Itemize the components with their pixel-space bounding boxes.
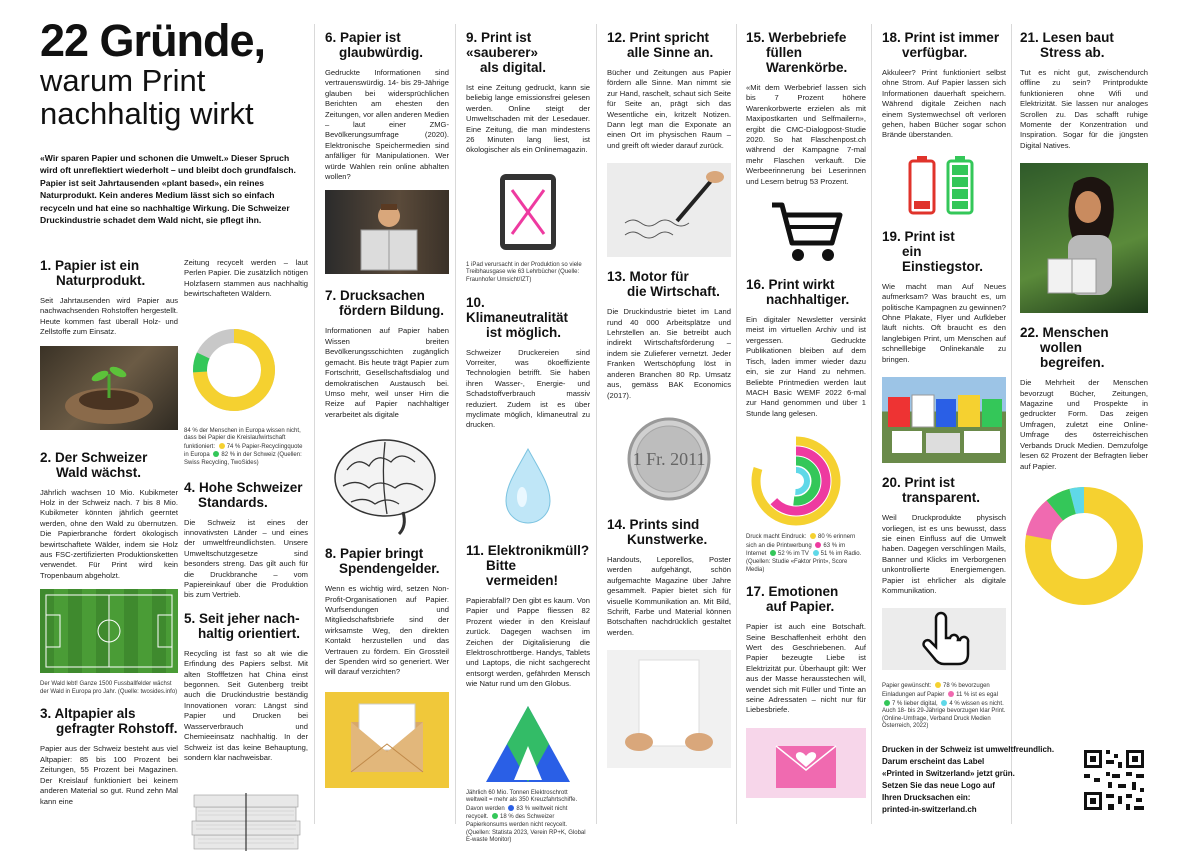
- blank-paper-photo: [607, 650, 731, 768]
- reason-2-text: Jährlich wachsen 10 Mio. Kubikmeter Holz in der Schweiz nach. 7 bis 8 Mio. Kubikmeter könnten jährlich geerntet werden, ohne den Wald zu übernutzen. Die Papierbranche fördert ökologisch bewirtschaftete Wälder, indem sie Holz aus FSC-zertifizierten Produktionsketten verwendet. Für Print wird kein Tropenbaum abgeholzt.: [40, 487, 178, 580]
- print-impact-rings-chart: [746, 431, 866, 529]
- reason-19-text: Wie macht man Auf Neues aufmerksam? Was braucht es, um politische Kampagnen zu gewinnen? Ohne Plakate, Flyer und Aufkleber läuft nichts. Oft braucht es den langlebigen Print, um Menschen auf schnelllebige Onlinekanäle zu bringen.: [882, 281, 1006, 364]
- recycling-donut-chart: [184, 318, 308, 418]
- brain-icon: [325, 430, 449, 536]
- reason-11-title: 11. Elektronikmüll? Bitte vermeiden!: [466, 542, 590, 588]
- reason-9-title: 9. Print ist «sauberer» als digital.: [466, 30, 547, 75]
- qr-code[interactable]: [1082, 748, 1146, 812]
- footer-line-5: Ihren Drucksachen ein:: [882, 793, 971, 802]
- hero-intro: «Wir sparen Papier und schonen die Umwelt.» Dieser Spruch wird oft unreflektiert wiederholt – und bleibt doch grundfalsch. Papier ist seit Jahrtausenden «plant based», ein reines Naturprodukt. Kein anderes Medium lässt sich so einfach recyceln und hat eine so nachhaltige Wirkung. Die Schweizer Druckindustrie schadet dem Wald nicht, sie pflegt ihn.: [40, 153, 296, 226]
- reason-10-title: 10. Klimaneutralität ist möglich.: [466, 294, 569, 340]
- batteries-illustration: [882, 153, 1006, 217]
- ipad-caption: 1 iPad verursacht in der Produktion so viele Treibhausgase wie 63 Lehrbücher (Quelle: Fraunhofer Umsicht/IZT): [466, 261, 582, 284]
- tablet-crossed-icon: [466, 168, 590, 256]
- reason-3-text: Papier aus der Schweiz besteht aus viel Altpapier: 85 bis 100 Prozent bei Zeitungen, 55 Prozent bei Magazinen. Der Kreislauf funktioniert bei keinem anderen Material so gut. Rund zehn Mal kann eine: [40, 744, 178, 806]
- column-a: [40, 258, 178, 828]
- ewaste-caption: Jährlich 60 Mio. Tonnen Elektroschrott weltweit = mehr als 350 Kreuzfahrtschiffe. Davon werden 83 % weltweit nicht recycelt. 18 % des Schweizer Papierkonsums werden nicht recycelt. (Quellen: Statista 2023, Verein RP+K, Global E-waste Monitor): [466, 789, 586, 844]
- seedling-icon: [40, 346, 178, 430]
- footer-url-link[interactable]: printed-in-switzerland.ch: [882, 805, 977, 814]
- footer-line-2: Darum erscheint das Label: [882, 757, 985, 766]
- reason-9-text: Ist eine Zeitung gedruckt, kann sie beliebig lange emissionsfrei gelesen werden. Online steigt der Umweltschaden mit der Lesedauer. Eine Zeitung, die man mindestens 26 Minuten lang liest, ist ökologischer als ein Onlinemagazin.: [466, 83, 590, 155]
- print16-caption: Druck macht Eindruck: 80 % erinnern sich an die Printwerbung 63 % im Internet 52 % im TV 51 % im Radio. (Quellen: Studie «Faktor Print», Score Media): [746, 534, 862, 573]
- football-field-photo: [40, 589, 178, 673]
- reason-7-text: Informationen auf Papier haben Wissen breiten Bevölkerungsschichten zugänglich gemacht. Bis heute trägt Papier zum Fortschritt, Gesellschaftsdialog und demokratischen Austausch bei. Umso mehr, weil unser Hirn die Reize auf Papier nachhaltiger verarbeitet als digitale: [325, 326, 449, 419]
- reason-14-text: Handouts, Leporellos, Poster werden aufgehängt, schön aufgemachte Magazine über Jahre gesammelt. Papier bietet sich für visuelle Kommunikation an. Mit Bild, Schrift, Farbe und Material können Botschaften nachdrücklich gestaltet werden.: [607, 554, 731, 637]
- water-drop-icon: [466, 443, 590, 531]
- battery-icon: [882, 153, 1006, 217]
- reason-13-text: Die Druckindustrie bietet im Land rund 40 000 Arbeitsplätze und Lehrstellen an. Sie betreibt auch indirekt Wirtschaftsförderung – indem sie Zulieferer vernetzt. Jeder Franken Wertschöpfung löst in anderen Branchen 80 Rp. Umsatz aus, gemäss BAK Economics (2017).: [607, 307, 731, 400]
- reason-21-text: Tut es nicht gut, zwischendurch offline zu sein? Printprodukte funktionieren ohne Wifi und Elektrizität. Sie lassen nur analoges Scrollen zu. Das schafft ruhige Momente der Konzentration und Inspiration. Sogar für die jüngsten Digital Natives.: [1020, 68, 1148, 150]
- man-reading-newspaper-photo: [325, 190, 449, 274]
- newspaper-stack-photo: [184, 781, 308, 863]
- reason-3-title: 3. Altpapier als gefragter Rohstoff.: [40, 706, 178, 737]
- reason-2-title: 2. Der Schweizer Wald wächst.: [40, 449, 148, 480]
- tablet-illustration: [466, 168, 590, 256]
- water-drop-illustration: [466, 443, 590, 531]
- shopping-cart-icon: [746, 197, 866, 267]
- column-b: [184, 258, 308, 828]
- column-e: [607, 30, 731, 830]
- reason-11-text: Papierabfall? Den gibt es kaum. Von Papier und Pappe fliessen 82 Prozent wieder in den Kreislauf zurück. Dagegen wachsen im Zeichen der Digitalisierung die Elektroschrottberge. Handys, Tablets und Laptops, die nicht sachgerecht entsorgt werden, gefährden Mensch wie Natur rund um den Globus.: [466, 595, 590, 689]
- reason-7-title: 7. Drucksachen fördern Bildung.: [325, 288, 444, 319]
- reason-18-title: 18. Print ist immer verfügbar.: [882, 30, 1000, 60]
- coin-icon: [607, 413, 731, 505]
- reason-17-title: 17. Emotionen auf Papier.: [746, 584, 839, 615]
- reason-8-text: Wenn es wichtig wird, setzen Non-Profit-Organisationen auf Papier. Wurfsendungen und Mitgliedschaftsbriefe sind der wirksamste Weg, den direkten Kontakt herzustellen und das Vertrauen zu fördern. Ein Grossteil der Spenden wird so generiert. Wer will darauf verzichten?: [325, 584, 449, 677]
- hand-cursor-icon: [882, 608, 1006, 670]
- preference-caption: Papier gewünscht: 78 % bevorzugen Einladungen auf Papier 11 % ist es egal 7 % lieber digital, 4 % wissen es nicht. Auch 18- bis 29-Jährige bevorzugen klar Print. (Online-Umfrage, Verband Druck Medien Österreich, 2022): [882, 683, 1006, 730]
- column-f: [746, 30, 866, 830]
- woman-reading-photo: [1020, 163, 1148, 313]
- footer-note: [882, 744, 1072, 816]
- love-letter-illustration: [746, 728, 866, 798]
- campaign-posters-photo: [882, 377, 1006, 463]
- column-g: [882, 30, 1006, 830]
- column-h: [1020, 30, 1148, 720]
- coin-label: 1 Fr. 2011: [632, 448, 706, 469]
- hero-subtitle-1: warum Print: [40, 63, 206, 98]
- footer-line-1: Drucken in der Schweiz ist umweltfreundlich.: [882, 745, 1055, 754]
- reason-19-title: 19. Print ist ein Einstiegstor.: [882, 228, 984, 274]
- reason-1-text: Seit Jahrtausenden wird Papier aus nachwachsenden Rohstoffen hergestellt. Heute kommen fast überall Holz- und Zellstoffe zum Einsatz.: [40, 296, 178, 337]
- reason-6-text: Gedruckte Informationen sind vertrauenswürdig. 14- bis 29-Jährige glauben bei widersprüchlichen Berichten am ehesten den Zeitungen, vor allen anderen Medien – laut einer ZMG-Bevölkerungsumfrage (2020). Elektronische Speichermedien sind anfälliger für Manipulationen. Wer würde Wahlen rein online abhalten wollen?: [325, 68, 449, 182]
- footer-line-4: Setzen Sie das neue Logo auf: [882, 781, 995, 790]
- hand-cursor-illustration: [882, 608, 1006, 670]
- footer-line-3: «Printed in Switzerland» jetzt grün.: [882, 769, 1015, 778]
- reason-20-text: Weil Druckprodukte physisch vorliegen, ist es uns bewusst, dass sie einen Einfluss auf die Umwelt haben. Dagegen verschlingen Mails, Banner und Klicks im Verborgenen unkontrollierte Energiemengen. Papier ist ehrlicher als digitale Kommunikation.: [882, 513, 1006, 595]
- reason-12-title: 12. Print spricht alle Sinne an.: [607, 30, 714, 60]
- reason-21-title: 21. Lesen baut Stress ab.: [1020, 30, 1114, 60]
- recycle-continued-text: Zeitung recycelt werden – laut Perlen Papier. Die zusätzlich nötigen Holzfasern stammen aus nachhaltig bewirtschafteten Wäldern.: [184, 258, 308, 299]
- column-d: [466, 30, 590, 844]
- recycle-chart-caption: 84 % der Menschen in Europa wissen nicht, dass bei Papier die Kreislaufwirtschaft funktioniert: 74 % Papier-Recyclingquote in Europa 82 % in der Schweiz (Quellen: Swiss Recycling, TwoSides): [184, 427, 303, 466]
- reason-16-text: Ein digitaler Newsletter versinkt meist im virtuellen Archiv und ist vergessen. Gedruckte Publikationen bleiben auf dem Tisch, laden immer wieder dazu ein, sie zur Hand zu nehmen. Beliebte Printmedien werden laut MACH Basic WEMF 2022 6-mal zur Hand genommen und über 1 Stunde lang gelesen.: [746, 315, 866, 418]
- reason-16-title: 16. Print wirkt nachhaltiger.: [746, 277, 850, 308]
- envelope-photo: [325, 692, 449, 788]
- hero-title: 22 Gründe,: [40, 15, 266, 66]
- swiss-franc-coin: [607, 413, 731, 505]
- reason-15-title: 15. Werbebriefe füllen Warenkörbe.: [746, 30, 848, 75]
- reason-12-text: Bücher und Zeitungen aus Papier fördern alle Sinne. Man nimmt sie zur Hand, raschelt, schaut sich Seite für Seite an, prägt sich das Wesentliche ein, kritzelt Notizen. Dann legt man die Exponate an einen Ort im physischen Raum – und greift oft wieder darauf zurück.: [607, 68, 731, 150]
- reason-10-text: Schweizer Druckereien sind Vorreiter, was ökoeffiziente Technologien betrifft. Sie haben ihren Wasser-, Energie- und Schadstoffverbrauch massiv reduziert. Zudem ist es über myclimate möglich, klimaneutral zu drucken.: [466, 347, 590, 430]
- reason-5-text: Recycling ist fast so alt wie die Erfindung des Papiers selbst. Mit alten Stofffetzen hat China einst begonnen. Seit Gutenberg treibt auch die Druckindustrie beständig Innovationen voran: Längst sind Papier und Drucken bei Wasserverbrauch und Chemieeinsatz nachhaltig. In der Schweiz ist das keine Behauptung, sondern klar nachweisbar.: [184, 648, 308, 762]
- column-c: [325, 30, 449, 830]
- reason-22-title: 22. Menschen wollen begreifen.: [1020, 325, 1109, 371]
- reason-4-title: 4. Hohe Schweizer Standards.: [184, 479, 303, 510]
- love-letter-icon: [746, 728, 866, 798]
- shopping-cart-illustration: [746, 197, 866, 267]
- reason-14-title: 14. Prints sind Kunstwerke.: [607, 516, 708, 547]
- reason-20-title: 20. Print ist transparent.: [882, 475, 981, 506]
- reason-6-title: 6. Papier ist glaubwürdig.: [325, 30, 423, 60]
- reason-13-title: 13. Motor für die Wirtschaft.: [607, 269, 720, 300]
- reason-1-title: 1. Papier ist ein Naturprodukt.: [40, 258, 146, 288]
- brain-illustration: [325, 430, 449, 536]
- reason-8-title: 8. Papier bringt Spendengelder.: [325, 546, 440, 577]
- reason-17-text: Papier ist auch eine Botschaft. Seine Beschaffenheit erhöht den Wert des Geschriebenen. Auf Papier bezeugte Liebe ist Elektrizität pur. Überhaupt gilt: Wer aus der Masse herausstechen will, wendet sich mit Füller und Tinte an seine Adressaten – nicht nur für Liebesbriefe.: [746, 622, 866, 715]
- reason-15-text: «Mit dem Werbebrief lassen sich bis 7 Prozent höhere Warenkorbwerte erzielen als mit Maxipostkarten und Selfmailern», ergibt die CMC-Dialogpost-Studie 2020. So hat Flaschenpost.ch während der Kampagne 7-mal mehr Flaschen verkauft. Die Werbeerinnerung bei Leserinnen und Lesern betrug 53 Prozent.: [746, 83, 866, 186]
- reason-4-text: Die Schweiz ist eines der innovativsten Länder – und eines der umweltfreundlichsten. Unsere Umweltschutzgesetze sind besonders streng. Das gilt auch für die Druckbranche – vom Papiereinkauf über die Produktion bis zum Vertrieb.: [184, 517, 308, 600]
- reason-5-title: 5. Seit jeher nach- haltig orientiert.: [184, 610, 301, 641]
- hero: [40, 15, 302, 226]
- ewaste-triangle-chart: [466, 702, 590, 784]
- reason-18-text: Akkuleer? Print funktioniert selbst ohne Strom. Auf Papier lassen sich Informationen dauerhaft speichern. Während digitale Zeichen nach einem Systemwechsel oft verloren gehen, haben Bücher sogar schon Brände überstanden.: [882, 68, 1006, 140]
- qr-code-icon: [1082, 748, 1146, 812]
- football-caption: Der Wald lebt! Ganze 1500 Fussballfelder wächst der Wald in Europa pro Jahr. (Quelle: twosides.info): [40, 681, 178, 695]
- handwriting-photo: [607, 163, 731, 257]
- hero-subtitle-2: nachhaltig wirkt: [40, 96, 254, 131]
- preference-donut-chart: [1020, 482, 1148, 612]
- reason-22-text: Die Mehrheit der Menschen bevorzugt Bücher, Zeitungen, Magazine und Prospekte in gedruckter Form. Das zeigen Umfragen, zuletzt eine Online-Umfrage des österreichischen Verbands Druck Medien. Demzufolge lesen 62 Prozent der Befragten lieber auf Papier.: [1020, 378, 1148, 471]
- hands-plant-photo: [40, 346, 178, 430]
